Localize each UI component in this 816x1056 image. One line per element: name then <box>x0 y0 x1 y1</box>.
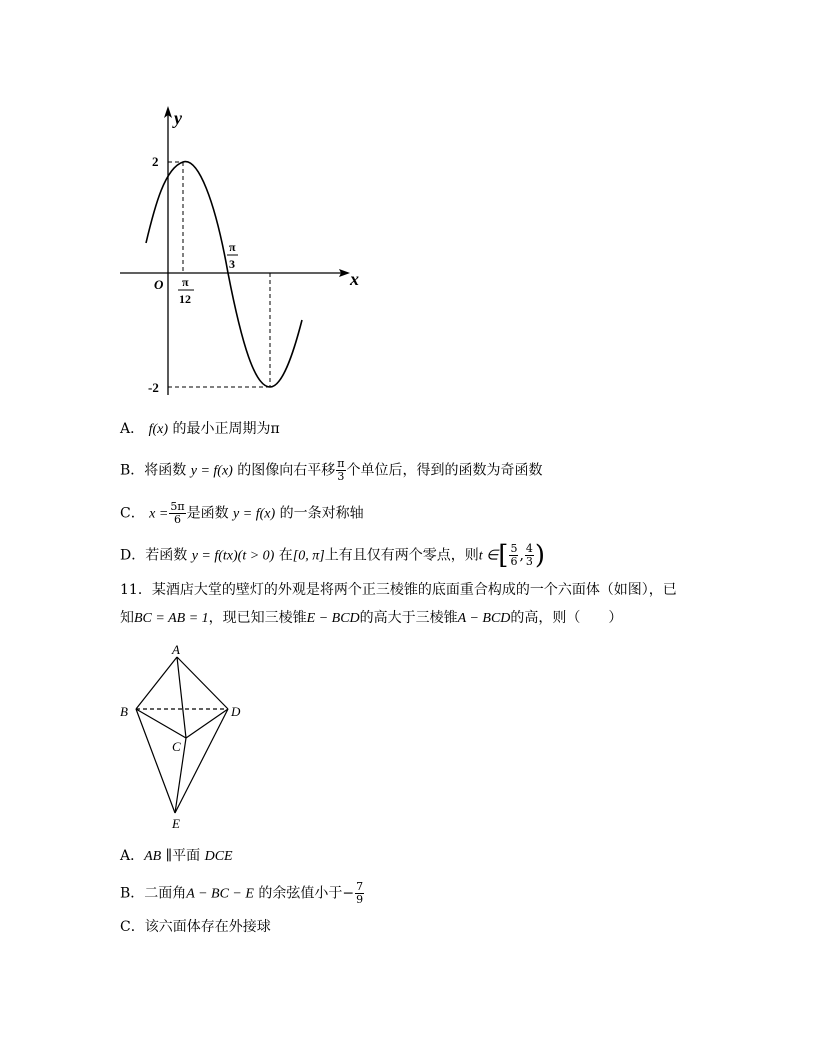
y-min-label: -2 <box>148 380 159 395</box>
q10-option-a: A． f(x) 的最小正周期为π <box>120 421 280 437</box>
q10-option-c: C． x = $\frac{5\pi}{6}$ 是函数 y = f(x) 的一条对称轴 <box>120 500 364 526</box>
q10-option-b: B．将函数 y = f(x) 的图像向右平移 $\frac{\pi}{3}$ 个单位后，得到的函数为奇函数 <box>120 457 543 483</box>
q11-stem-line2: 知BC = AB = 1，现已知三棱锥E − BCD的高大于三棱锥A − BCD的高，则（ ） <box>120 610 623 626</box>
fraction-5pi-6: $\frac{5\pi}{6}$ <box>170 500 185 526</box>
fraction-5-6: $\frac{5}{6}$ <box>510 542 518 568</box>
vertex-b: B <box>120 704 128 719</box>
origin-label: O <box>154 277 164 292</box>
x-tick-pi12-den: 12 <box>179 292 191 306</box>
x-tick-pi12-num: π <box>182 275 189 289</box>
sine-graph <box>110 100 380 400</box>
y-axis-label: y <box>174 108 182 128</box>
vertex-d: D <box>231 704 241 719</box>
q11-stem-line1: 11．某酒店大堂的壁灯的外观是将两个正三棱锥的底面重合构成的一个六面体（如图），已 <box>120 582 677 598</box>
y-max-label: 2 <box>152 154 159 169</box>
fraction-7-9: $\frac{7}{9}$ <box>356 880 364 906</box>
q11-option-b: B．二面角A − BC − E 的余弦值小于− $\frac{7}{9}$ <box>120 880 364 906</box>
q10-option-d: D．若函数 y = f(tx)(t > 0) 在[0, π]上有且仅有两个零点，则t ∈[ $\frac{5}{6}$ , $\frac{4}{3}$ ) <box>120 540 546 571</box>
fraction-pi-3: $\frac{\pi}{3}$ <box>337 457 345 483</box>
vertex-c: C <box>172 739 181 754</box>
hexahedron-figure <box>110 638 260 838</box>
vertex-a: A <box>172 642 180 657</box>
q11-option-c: C．该六面体存在外接球 <box>120 919 271 935</box>
sine-curve <box>146 162 302 387</box>
fraction-4-3: $\frac{4}{3}$ <box>525 542 533 568</box>
x-tick-pi3-den: 3 <box>229 257 235 271</box>
x-tick-pi3-num: π <box>229 240 236 254</box>
vertex-e: E <box>172 816 180 831</box>
x-axis-label: x <box>350 269 359 289</box>
q11-option-a: A．AB ∥平面 DCE <box>120 848 233 864</box>
